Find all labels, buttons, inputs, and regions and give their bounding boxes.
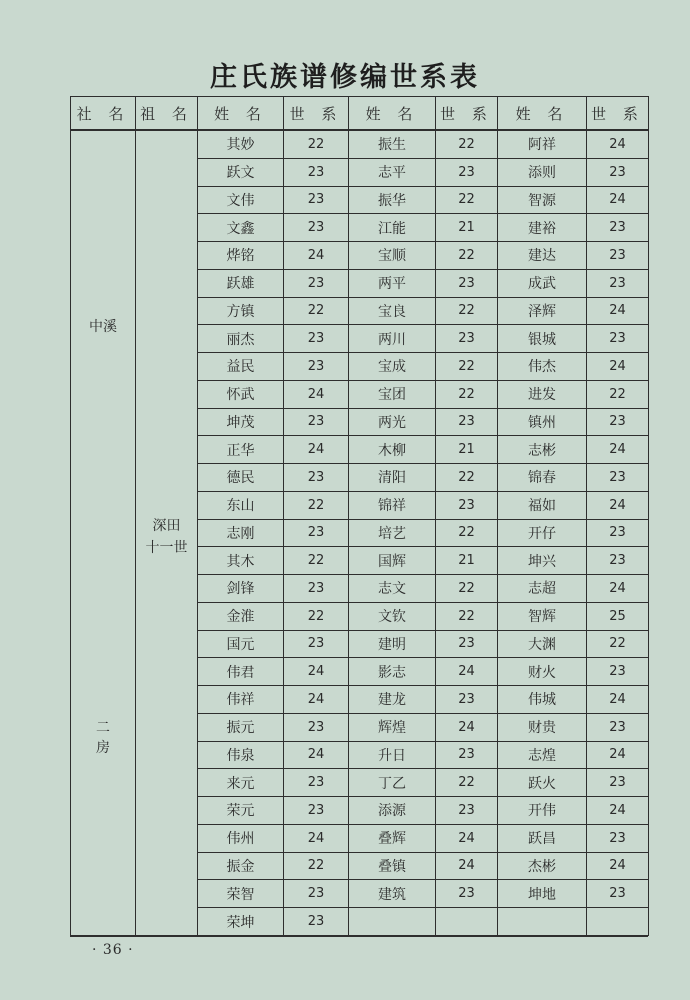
- name-cell: 伟州: [198, 824, 284, 852]
- name-cell: 锦祥: [349, 491, 436, 519]
- generation-cell: [587, 908, 649, 936]
- name-cell: 添源: [349, 797, 436, 825]
- generation-cell: 23: [587, 242, 649, 270]
- generation-cell: 22: [436, 242, 498, 270]
- name-cell: 锦春: [498, 464, 587, 492]
- table-body: [71, 130, 649, 936]
- generation-cell: 21: [436, 214, 498, 242]
- column-header: 世 系: [436, 97, 498, 131]
- name-cell: 志平: [349, 158, 436, 186]
- generation-cell: 22: [284, 547, 349, 575]
- name-cell: 东山: [198, 491, 284, 519]
- name-cell: 添则: [498, 158, 587, 186]
- generation-cell: 22: [436, 130, 498, 158]
- name-cell: 坤兴: [498, 547, 587, 575]
- name-cell: 宝团: [349, 380, 436, 408]
- generation-cell: 23: [284, 269, 349, 297]
- generation-cell: 23: [284, 769, 349, 797]
- generation-cell: 22: [587, 380, 649, 408]
- zu-name-line2: 十一世: [145, 540, 188, 556]
- generation-cell: 23: [284, 158, 349, 186]
- page-title: 庄氏族谱修编世系表: [210, 62, 480, 93]
- name-cell: 宝良: [349, 297, 436, 325]
- generation-cell: 24: [587, 297, 649, 325]
- generation-cell: 23: [284, 880, 349, 908]
- generation-cell: 23: [436, 880, 498, 908]
- name-cell: 来元: [198, 769, 284, 797]
- generation-cell: 23: [587, 769, 649, 797]
- name-cell: 成武: [498, 269, 587, 297]
- name-cell: 跃文: [198, 158, 284, 186]
- name-cell: 怀武: [198, 380, 284, 408]
- name-cell: 建达: [498, 242, 587, 270]
- generation-cell: 23: [587, 464, 649, 492]
- generation-cell: 23: [436, 797, 498, 825]
- name-cell: 丽杰: [198, 325, 284, 353]
- name-cell: 坤茂: [198, 408, 284, 436]
- generation-cell: 22: [284, 602, 349, 630]
- generation-cell: 22: [436, 353, 498, 381]
- name-cell: 益民: [198, 353, 284, 381]
- name-cell: 阿祥: [498, 130, 587, 158]
- generation-cell: 22: [284, 130, 349, 158]
- generation-cell: 24: [587, 797, 649, 825]
- name-cell: 智源: [498, 186, 587, 214]
- generation-cell: 23: [284, 908, 349, 936]
- name-cell: 两川: [349, 325, 436, 353]
- generation-cell: 22: [436, 186, 498, 214]
- name-cell: 正华: [198, 436, 284, 464]
- name-cell: 跃昌: [498, 824, 587, 852]
- generation-cell: 23: [436, 630, 498, 658]
- generation-cell: 23: [436, 269, 498, 297]
- name-cell: 福如: [498, 491, 587, 519]
- name-cell: 大渊: [498, 630, 587, 658]
- generation-cell: 24: [587, 130, 649, 158]
- name-cell: 振金: [198, 852, 284, 880]
- generation-cell: 24: [587, 353, 649, 381]
- name-cell: 开伟: [498, 797, 587, 825]
- name-cell: 叠镇: [349, 852, 436, 880]
- generation-cell: 23: [587, 408, 649, 436]
- name-cell: 荣元: [198, 797, 284, 825]
- table-row: [71, 130, 649, 158]
- fang-label: 二房: [96, 720, 110, 756]
- name-cell: 木柳: [349, 436, 436, 464]
- column-header: 姓 名: [498, 97, 587, 131]
- generation-cell: 24: [284, 824, 349, 852]
- name-cell: 振生: [349, 130, 436, 158]
- generation-cell: 23: [436, 408, 498, 436]
- generation-cell: 24: [284, 380, 349, 408]
- name-cell: 叠辉: [349, 824, 436, 852]
- name-cell: 文鑫: [198, 214, 284, 242]
- generation-cell: 23: [587, 269, 649, 297]
- name-cell: 智辉: [498, 602, 587, 630]
- name-cell: 国辉: [349, 547, 436, 575]
- header-row: [71, 97, 649, 131]
- generation-cell: 24: [587, 852, 649, 880]
- generation-cell: 23: [284, 186, 349, 214]
- name-cell: 银城: [498, 325, 587, 353]
- name-cell: 伟城: [498, 686, 587, 714]
- generation-cell: 24: [587, 741, 649, 769]
- name-cell: 伟君: [198, 658, 284, 686]
- generation-cell: 23: [284, 353, 349, 381]
- generation-cell: 23: [587, 214, 649, 242]
- name-cell: [349, 908, 436, 936]
- generation-cell: 24: [284, 658, 349, 686]
- name-cell: 泽辉: [498, 297, 587, 325]
- name-cell: 伟泉: [198, 741, 284, 769]
- name-cell: 杰彬: [498, 852, 587, 880]
- name-cell: 德民: [198, 464, 284, 492]
- generation-cell: 22: [436, 519, 498, 547]
- generation-cell: 22: [436, 575, 498, 603]
- generation-cell: 24: [587, 186, 649, 214]
- zu-name-line1: 深田: [152, 518, 181, 534]
- generation-cell: 24: [436, 713, 498, 741]
- generation-cell: 22: [436, 602, 498, 630]
- generation-cell: 23: [436, 325, 498, 353]
- generation-cell: 22: [436, 464, 498, 492]
- column-header: 姓 名: [198, 97, 284, 131]
- generation-cell: 23: [284, 464, 349, 492]
- generation-cell: 23: [284, 214, 349, 242]
- name-cell: 剑锋: [198, 575, 284, 603]
- name-cell: 江能: [349, 214, 436, 242]
- name-cell: 伟祥: [198, 686, 284, 714]
- name-cell: 文伟: [198, 186, 284, 214]
- generation-cell: 23: [587, 824, 649, 852]
- name-cell: 金淮: [198, 602, 284, 630]
- name-cell: 镇州: [498, 408, 587, 436]
- generation-cell: 24: [587, 686, 649, 714]
- name-cell: 志刚: [198, 519, 284, 547]
- name-cell: 振元: [198, 713, 284, 741]
- name-cell: 坤地: [498, 880, 587, 908]
- name-cell: 建龙: [349, 686, 436, 714]
- generation-cell: 24: [436, 658, 498, 686]
- generation-cell: 23: [587, 519, 649, 547]
- generation-cell: 24: [284, 686, 349, 714]
- page-number: · 36 ·: [92, 942, 134, 958]
- column-header: 世 系: [284, 97, 349, 131]
- name-cell: 建裕: [498, 214, 587, 242]
- generation-cell: 24: [284, 741, 349, 769]
- generation-cell: 23: [587, 713, 649, 741]
- generation-cell: 23: [284, 797, 349, 825]
- name-cell: 宝顺: [349, 242, 436, 270]
- generation-cell: 22: [436, 769, 498, 797]
- name-cell: 烨铭: [198, 242, 284, 270]
- generation-cell: 21: [436, 547, 498, 575]
- generation-cell: 24: [284, 436, 349, 464]
- name-cell: 财贵: [498, 713, 587, 741]
- generation-cell: 24: [587, 491, 649, 519]
- generation-cell: 23: [284, 575, 349, 603]
- generation-cell: 23: [436, 491, 498, 519]
- generation-cell: 24: [436, 824, 498, 852]
- bottom-rule: [70, 936, 648, 937]
- generation-cell: 24: [284, 242, 349, 270]
- generation-cell: 22: [284, 852, 349, 880]
- name-cell: 两平: [349, 269, 436, 297]
- generation-cell: 23: [587, 880, 649, 908]
- column-header: 姓 名: [349, 97, 436, 131]
- name-cell: [498, 908, 587, 936]
- name-cell: 志文: [349, 575, 436, 603]
- name-cell: 荣智: [198, 880, 284, 908]
- generation-cell: 24: [436, 852, 498, 880]
- generation-cell: [436, 908, 498, 936]
- generation-cell: 23: [284, 713, 349, 741]
- name-cell: 跃火: [498, 769, 587, 797]
- generation-cell: 23: [436, 741, 498, 769]
- generation-cell: 25: [587, 602, 649, 630]
- name-cell: 方镇: [198, 297, 284, 325]
- generation-cell: 23: [436, 158, 498, 186]
- column-header: 社 名: [71, 97, 136, 131]
- generation-cell: 23: [587, 158, 649, 186]
- generation-cell: 23: [284, 519, 349, 547]
- generation-cell: 22: [284, 297, 349, 325]
- name-cell: 升日: [349, 741, 436, 769]
- she-name-cell: [71, 130, 136, 936]
- name-cell: 建明: [349, 630, 436, 658]
- generation-cell: 22: [284, 491, 349, 519]
- name-cell: 伟杰: [498, 353, 587, 381]
- generation-cell: 22: [436, 297, 498, 325]
- generation-cell: 23: [587, 547, 649, 575]
- name-cell: 开仔: [498, 519, 587, 547]
- name-cell: 宝成: [349, 353, 436, 381]
- name-cell: 志超: [498, 575, 587, 603]
- name-cell: 培艺: [349, 519, 436, 547]
- name-cell: 其妙: [198, 130, 284, 158]
- column-header: 世 系: [587, 97, 649, 131]
- name-cell: 跃雄: [198, 269, 284, 297]
- generation-cell: 22: [436, 380, 498, 408]
- name-cell: 丁乙: [349, 769, 436, 797]
- generation-cell: 24: [587, 436, 649, 464]
- name-cell: 其木: [198, 547, 284, 575]
- column-header: 祖 名: [136, 97, 198, 131]
- name-cell: 振华: [349, 186, 436, 214]
- name-cell: 财火: [498, 658, 587, 686]
- generation-cell: 22: [587, 630, 649, 658]
- name-cell: 建筑: [349, 880, 436, 908]
- generation-cell: 23: [284, 630, 349, 658]
- name-cell: 影志: [349, 658, 436, 686]
- name-cell: 志煌: [498, 741, 587, 769]
- generation-cell: 23: [587, 325, 649, 353]
- name-cell: 国元: [198, 630, 284, 658]
- name-cell: 辉煌: [349, 713, 436, 741]
- genealogy-table: [70, 96, 649, 936]
- name-cell: 志彬: [498, 436, 587, 464]
- name-cell: 荣坤: [198, 908, 284, 936]
- name-cell: 清阳: [349, 464, 436, 492]
- generation-cell: 23: [284, 325, 349, 353]
- generation-cell: 23: [436, 686, 498, 714]
- she-name: 中溪: [89, 319, 117, 335]
- name-cell: 进发: [498, 380, 587, 408]
- generation-cell: 23: [587, 658, 649, 686]
- generation-cell: 21: [436, 436, 498, 464]
- name-cell: 文钦: [349, 602, 436, 630]
- generation-cell: 24: [587, 575, 649, 603]
- zu-name-cell: [136, 130, 198, 936]
- name-cell: 两光: [349, 408, 436, 436]
- generation-cell: 23: [284, 408, 349, 436]
